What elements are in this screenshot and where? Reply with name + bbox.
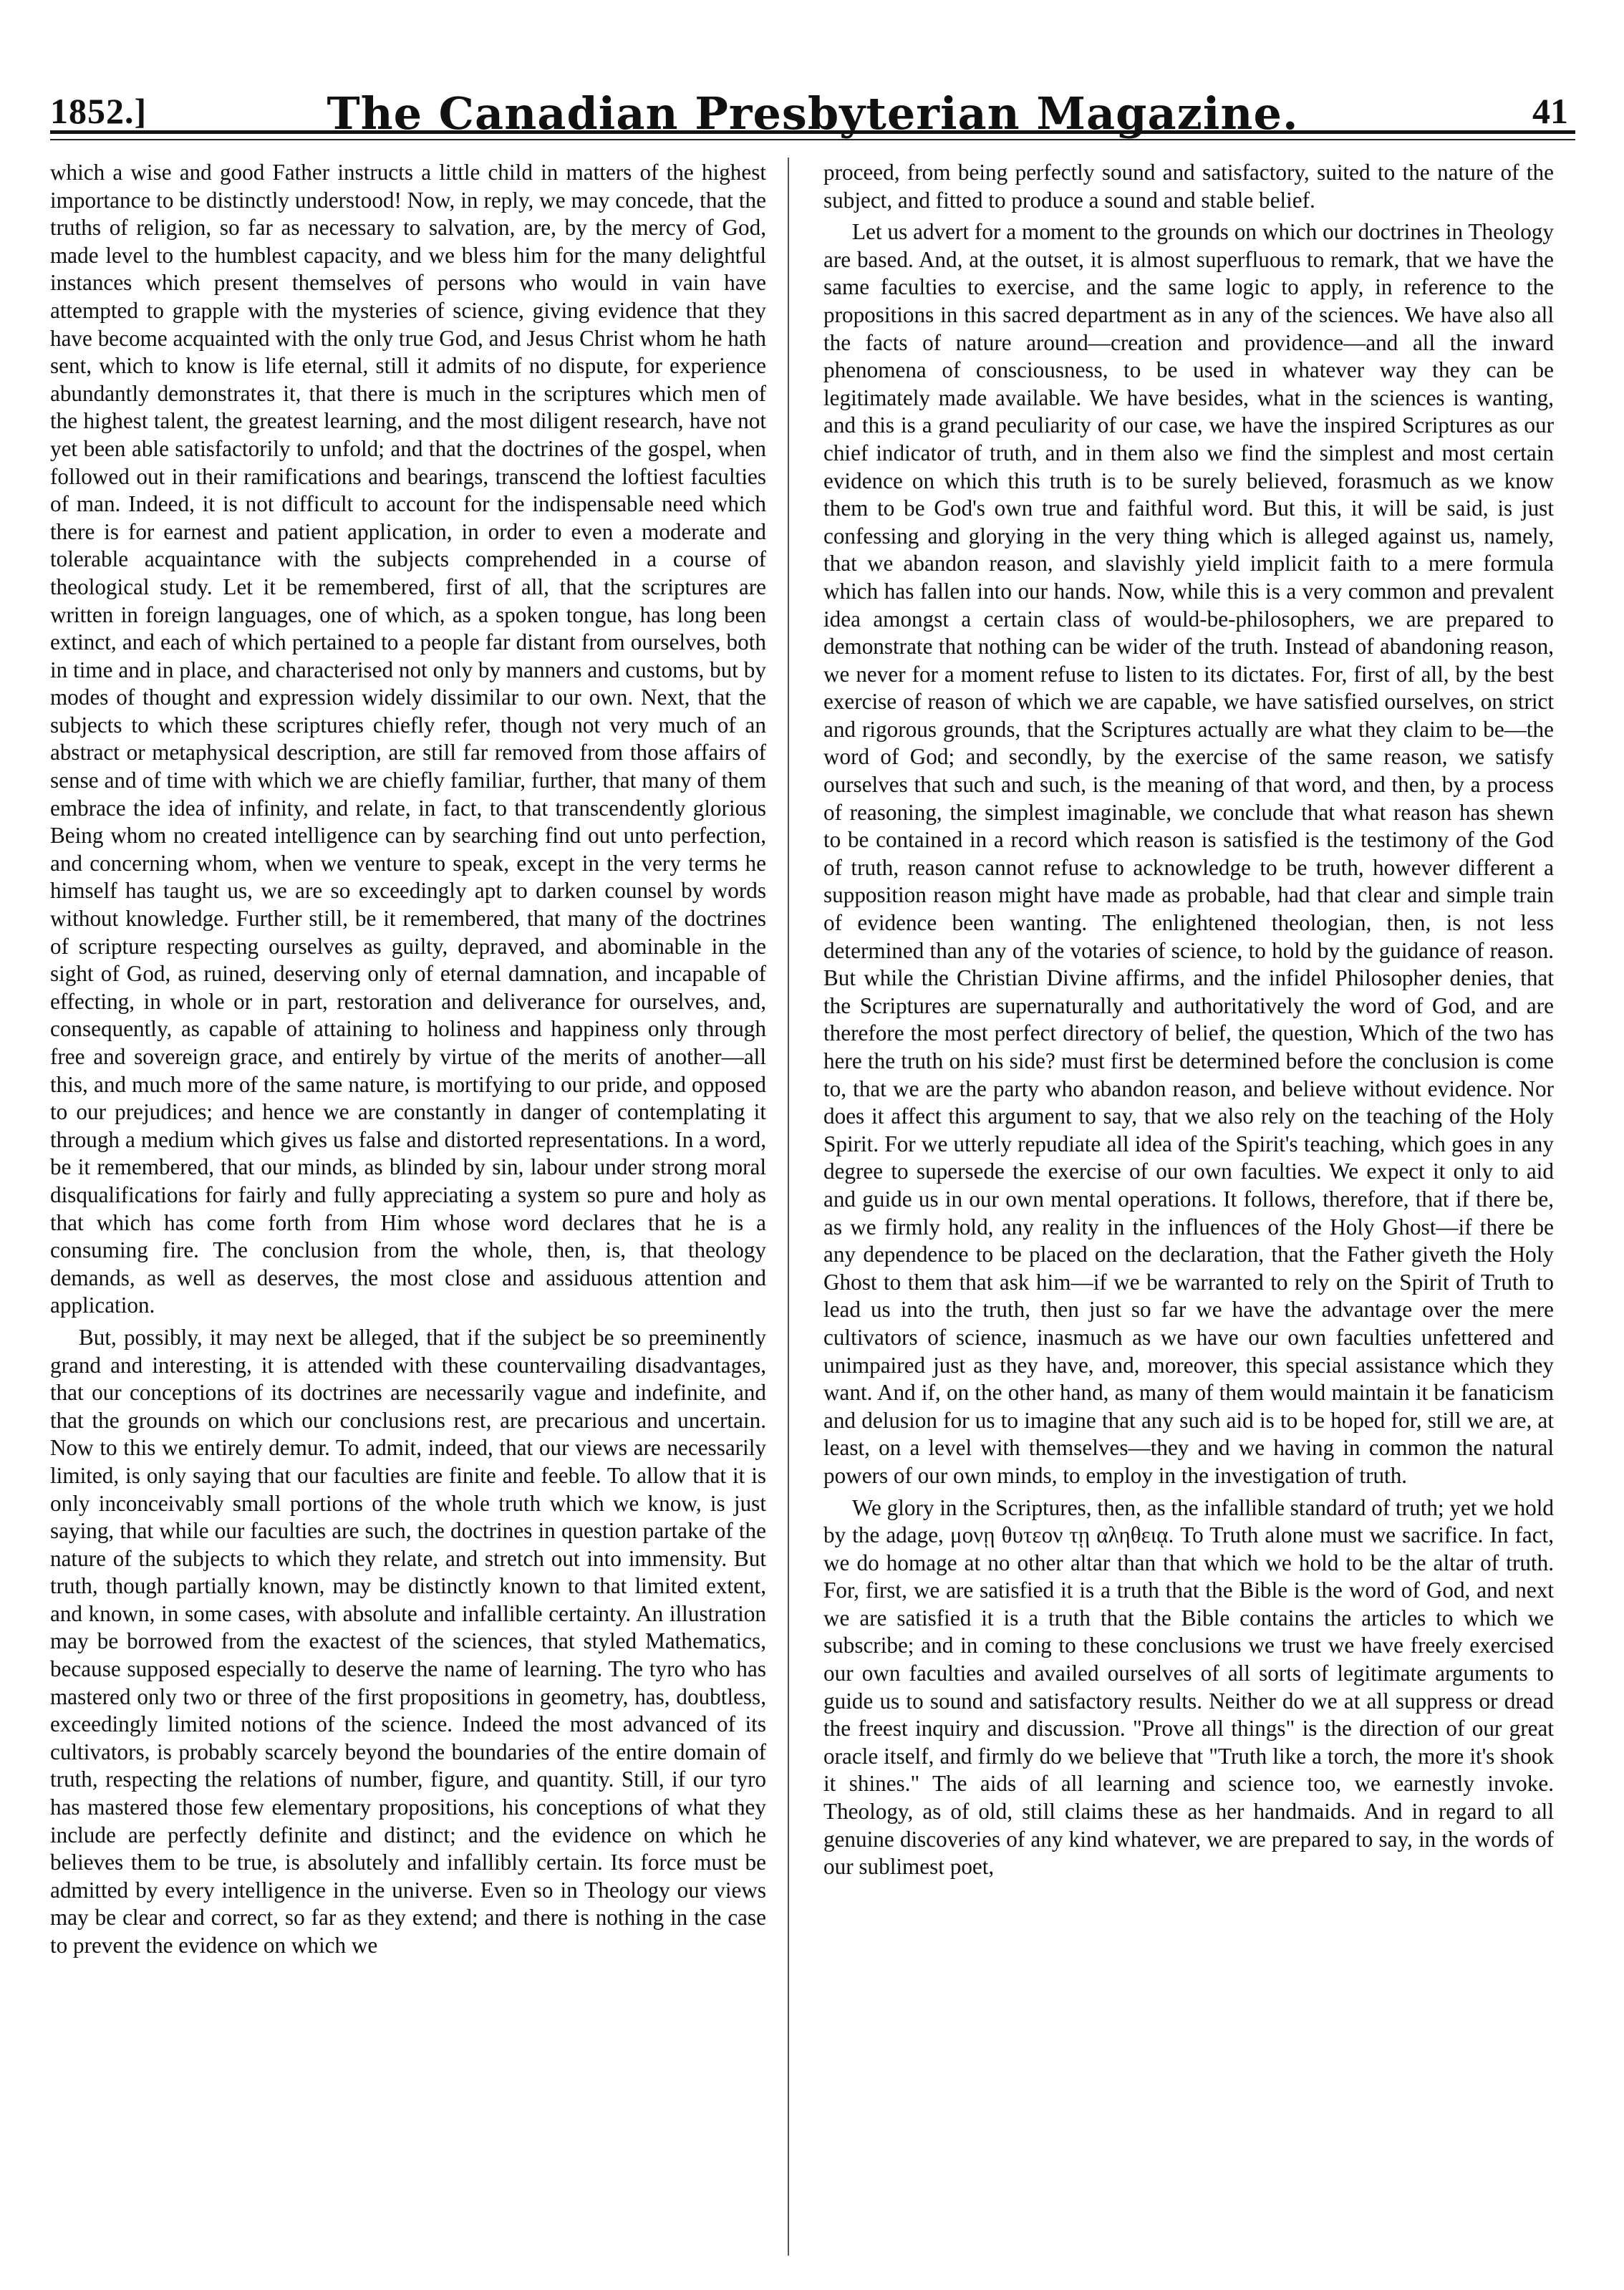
- right-paragraph-2: Let us advert for a moment to the grounds on which our doctrines in Theology are based. And, at the outset, it is almost superfluous to remark, that we have the same faculties to exercise, and the same logic to apply, in reference to the propositions in this sacred department as in any of the sciences. We have also all the facts of nature around—creation and providence—and all the inward phenomena of consciousness, to be used in whatever way they can be legitimately made available. We have besides, what in the sciences is wanting, and this is a grand peculiarity of our case, we have the inspired Scriptures as our chief indicator of truth, and in them also we find the simplest and most certain evidence on which this truth is to be surely believed, forasmuch as we know them to be God's own true and faithful word. But this, it will be said, is just confessing and glorying in the very thing which is alleged against us, namely, that we abandon reason, and slavishly yield implicit faith to a mere formula which has fallen into our hands. Now, while this is a very common and prevalent idea amongst a certain class of would-be-philosophers, we are prepared to demonstrate that nothing can be wider of the truth. Instead of abandoning reason, we never for a moment refuse to listen to its dictates. For, first of all, by the best exercise of reason of which we are capable, we have satisfied ourselves, on strict and rigorous grounds, that the Scriptures actually are what they claim to be—the word of God; and secondly, by the exercise of the same reason, we satisfy ourselves that such and such, is the meaning of that word, and then, by a process of reasoning, the simplest imaginable, we conclude that what reason has shewn to be contained in a record which reason is satisfied is the testimony of the God of truth, reason cannot refuse to acknowledge to be truth, however different a supposition reason might have made as probable, had that clear and simple train of evidence been wanting. The enlightened theologian, then, is not less determined than any of the votaries of science, to hold by the guidance of reason. But while the Christian Divine affirms, and the infidel Philosopher denies, that the Scriptures are supernaturally and authoritatively the word of God, and are therefore the most perfect directory of belief, the question, Which of the two has here the truth on his side? must first be determined before the conclusion is come to, that we are the party who abandon reason, and believe without evidence. Nor does it affect this argument to say, that we also rely on the teaching of the Holy Spirit. For we utterly repudiate all idea of the Spirit's teaching, which goes in any degree to supersede the exercise of our own faculties. We expect it only to aid and guide us in our own mental operations. It follows, therefore, that if there be, as we firmly hold, any reality in the influences of the Holy Ghost—if there be any dependence to be placed on the declaration, that the Father giveth the Holy Ghost to them that ask him—if we be warranted to rely on the Spirit of Truth to lead us into the truth, then just so far we have the advantage over the mere cultivators of science, inasmuch as we have our own faculties unfettered and unimpaired just as they have, and, moreover, this special assistance which they want. And if, on the other hand, as many of them would maintain it be fanaticism and delusion for us to imagine that any such aid is to be hoped for, still we are, at least, on a level with themselves—they and we having in common the natural powers of our own minds, to employ in the investigation of truth.: [823, 219, 1554, 1488]
- left-paragraph-2: But, possibly, it may next be alleged, that if the subject be so preeminently grand and interesting, it is attended with these countervailing disadvantages, that our conceptions of its doctrines are necessarily vague and indefinite, and that the grounds on which our conclusions rest, are precarious and uncertain. Now to this we entirely demur. To admit, indeed, that our views are necessarily limited, is only saying that our faculties are finite and feeble. To allow that it is only inconceivably small portions of the whole truth which we know, is just saying, that while our faculties are such, the doctrines in question partake of the nature of the subjects to which they relate, and stretch out into immensity. But truth, though partially known, may be distinctly known to that limited extent, and known, in some cases, with absolute and infallible certainty. An illustration may be borrowed from the exactest of the sciences, that styled Mathematics, because supposed especially to deserve the name of learning. The tyro who has mastered only two or three of the first propositions in geometry, has, doubtless, exceedingly limited notions of the science. Indeed the most advanced of its cultivators, is probably scarcely beyond the boundaries of the entire domain of truth, respecting the relations of number, figure, and quantity. Still, if our tyro has mastered those few elementary propositions, his conceptions of what they include are perfectly definite and distinct; and the evidence on which he believes them to be true, is absolutely and infallibly certain. Its force must be admitted by every intelligence in the universe. Even so in Theology our views may be clear and correct, so far as they extend; and there is nothing in the case to prevent the evidence on which we: [50, 1324, 766, 1958]
- left-paragraph-1: which a wise and good Father instructs a little child in matters of the highest importance to be distinctly understood! Now, in reply, we may concede, that the truths of religion, so far as necessary to salvation, are, by the mercy of God, made level to the humblest capacity, and we bless him for the many delightful instances which present themselves of persons who would in vain have attempted to grapple with the mysteries of science, giving evidence that they have become acquainted with the only true God, and Jesus Christ whom he hath sent, which to know is life eternal, still it admits of no dispute, for experience abundantly demonstrates it, that there is much in the scriptures which men of the highest talent, the greatest learning, and the most diligent research, have not yet been able satisfactorily to unfold; and that the doctrines of the gospel, when followed out in their ramifications and bearings, transcend the loftiest faculties of man. Indeed, it is not difficult to account for the indispensable need which there is for earnest and patient application, in order to even a moderate and tolerable acquaintance with the subjects comprehended in a course of theological study. Let it be remembered, first of all, that the scriptures are written in foreign languages, one of which, as a spoken tongue, has long been extinct, and each of which pertained to a people far distant from ourselves, both in time and in place, and characterised not only by manners and customs, but by modes of thought and expression widely dissimilar to our own. Next, that the subjects to which these scriptures chiefly refer, though not very much of an abstract or metaphysical description, are still far removed from those affairs of sense and of time with which we are chiefly familiar, further, that many of them embrace the idea of infinity, and relate, in fact, to that transcendently glorious Being whom no created intelligence can by searching find out unto perfection, and concerning whom, when we venture to speak, except in the very terms he himself has taught us, we are so exceedingly apt to darken counsel by words without knowledge. Further still, be it remembered, that many of the doctrines of scripture respecting ourselves as guilty, depraved, and abominable in the sight of God, as ruined, deserving only of eternal damnation, and incapable of effecting, in whole or in part, restoration and deliverance for ourselves, and, consequently, as capable of attaining to holiness and happiness only through free and sovereign grace, and entirely by virtue of the merits of another—all this, and much more of the same nature, is mortifying to our pride, and opposed to our prejudices; and hence we are constantly in danger of contemplating it through a medium which gives us false and distorted representations. In a word, be it remembered, that our minds, as blinded by sin, labour under strong moral disqualifications for fairly and fully appreciating a system so pure and holy as that which has come forth from Him whose word declares that he is a consuming fire. The conclusion from the whole, then, is, that theology demands, as well as deserves, the most close and assiduous attention and application.: [50, 160, 766, 1318]
- right-column: [823, 159, 1554, 2279]
- header-rule: [50, 130, 1575, 134]
- column-divider: [788, 158, 789, 2256]
- header-year: 1852.]: [50, 91, 148, 131]
- right-paragraph-3: We glory in the Scriptures, then, as the infallible standard of truth; yet we hold by the adage, μονῃ θυτεον τῃ αληθειᾳ. To Truth alone must we sacrifice. In fact, we do homage at no other altar than that which we hold to be the altar of truth. For, first, we are satisfied it is a truth that the Bible is the word of God, and next we are satisfied it is a truth that the Bible contains the articles to which we subscribe; and in coming to these conclusions we trust we have freely exercised our own faculties and availed ourselves of all sorts of legitimate arguments to guide us to sound and satisfactory results. Neither do we at all suppress or dread the freest inquiry and discussion. "Prove all things" is the direction of our great oracle itself, and firmly do we believe that "Truth like a torch, the more it's shook it shines." The aids of all learning and science too, we earnestly invoke. Theology, as of old, still claims these as her handmaids. And in regard to all genuine discoveries of any kind whatever, we are prepared to say, in the words of our sublimest poet,: [823, 1494, 1554, 1880]
- left-column: [50, 159, 766, 2279]
- header-title: The Canadian Presbyterian Magazine.: [327, 87, 1299, 140]
- header-rule-thin: [50, 139, 1575, 140]
- right-paragraph-1: proceed, from being perfectly sound and satisfactory, suited to the nature of the subject, and fitted to produce a sound and stable belief.: [823, 160, 1554, 213]
- header-page-number: 41: [1532, 91, 1568, 131]
- magazine-page: [50, 43, 1575, 2263]
- running-header: [50, 87, 1575, 159]
